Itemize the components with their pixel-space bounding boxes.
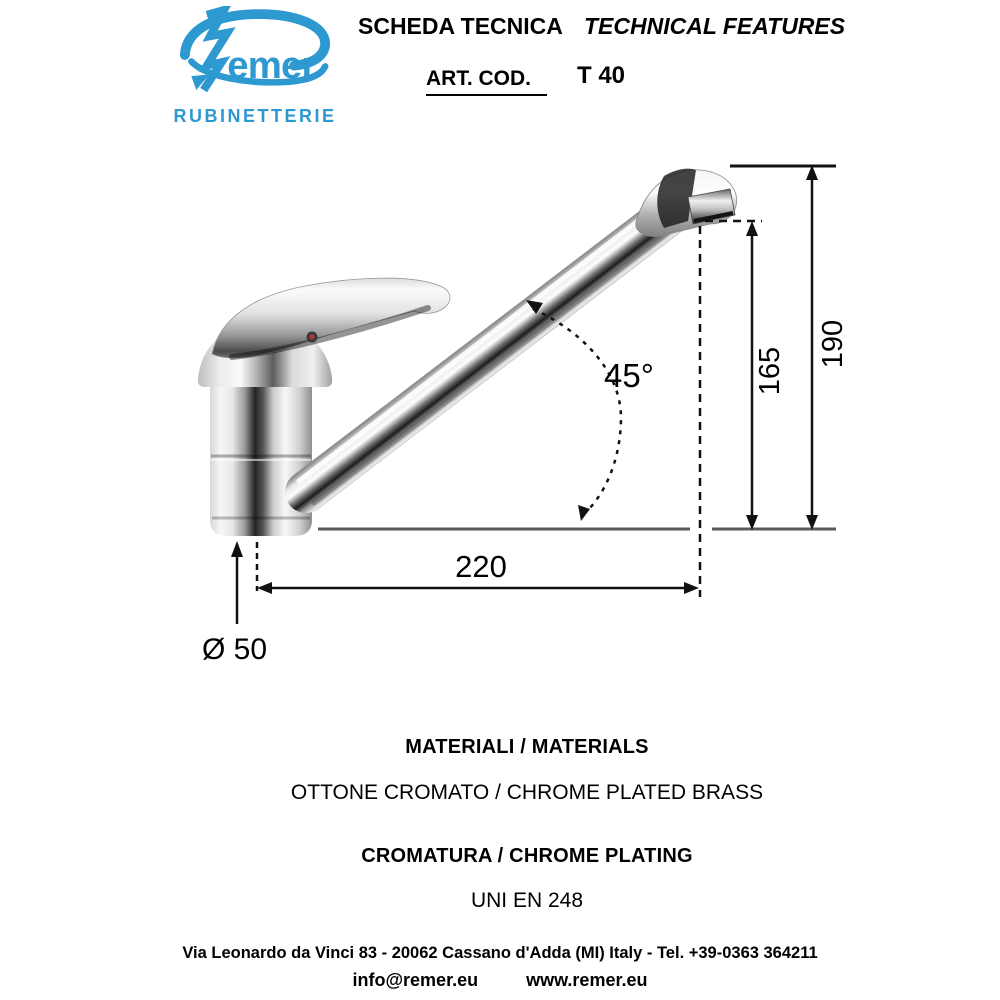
footer-address: Via Leonardo da Vinci 83 - 20062 Cassano d'Adda (MI) Italy - Tel. +39-0363 364211 — [182, 944, 818, 962]
dim-base-diameter — [231, 541, 243, 624]
handle-indicator-dot-center — [309, 334, 314, 339]
article-code-value: T 40 — [577, 62, 626, 89]
faucet-technical-drawing — [120, 140, 880, 685]
dim-label-base-diameter: Ø 50 — [202, 633, 268, 666]
faucet-spout-tube — [306, 208, 678, 492]
plating-heading: CROMATURA / CHROME PLATING — [361, 845, 693, 867]
materials-heading: MATERIALI / MATERIALS — [405, 736, 649, 758]
footer-email: info@remer.eu — [352, 970, 479, 990]
faucet-lever-handle — [212, 278, 450, 358]
plating-value: UNI EN 248 — [470, 889, 584, 912]
article-code-label: ART. COD. — [426, 67, 547, 96]
footer-website: www.remer.eu — [526, 970, 648, 990]
dim-label-total-height: 190 — [817, 319, 849, 369]
logo-wordmark: emer — [227, 43, 316, 87]
faucet-illustration — [198, 169, 737, 536]
dim-label-reach: 220 — [455, 549, 507, 584]
dim-label-spout-height: 165 — [754, 346, 786, 396]
dim-label-swivel-angle: 45° — [604, 357, 654, 394]
sheet-title-italian: SCHEDA TECNICA — [358, 13, 563, 39]
footer-contact — [0, 970, 1000, 991]
logo-subtitle: RUBINETTERIE — [173, 106, 337, 126]
materials-value: OTTONE CROMATO / CHROME PLATED BRASS — [290, 781, 764, 804]
remer-logo — [156, 6, 354, 108]
sheet-title-english: TECHNICAL FEATURES — [584, 13, 846, 39]
